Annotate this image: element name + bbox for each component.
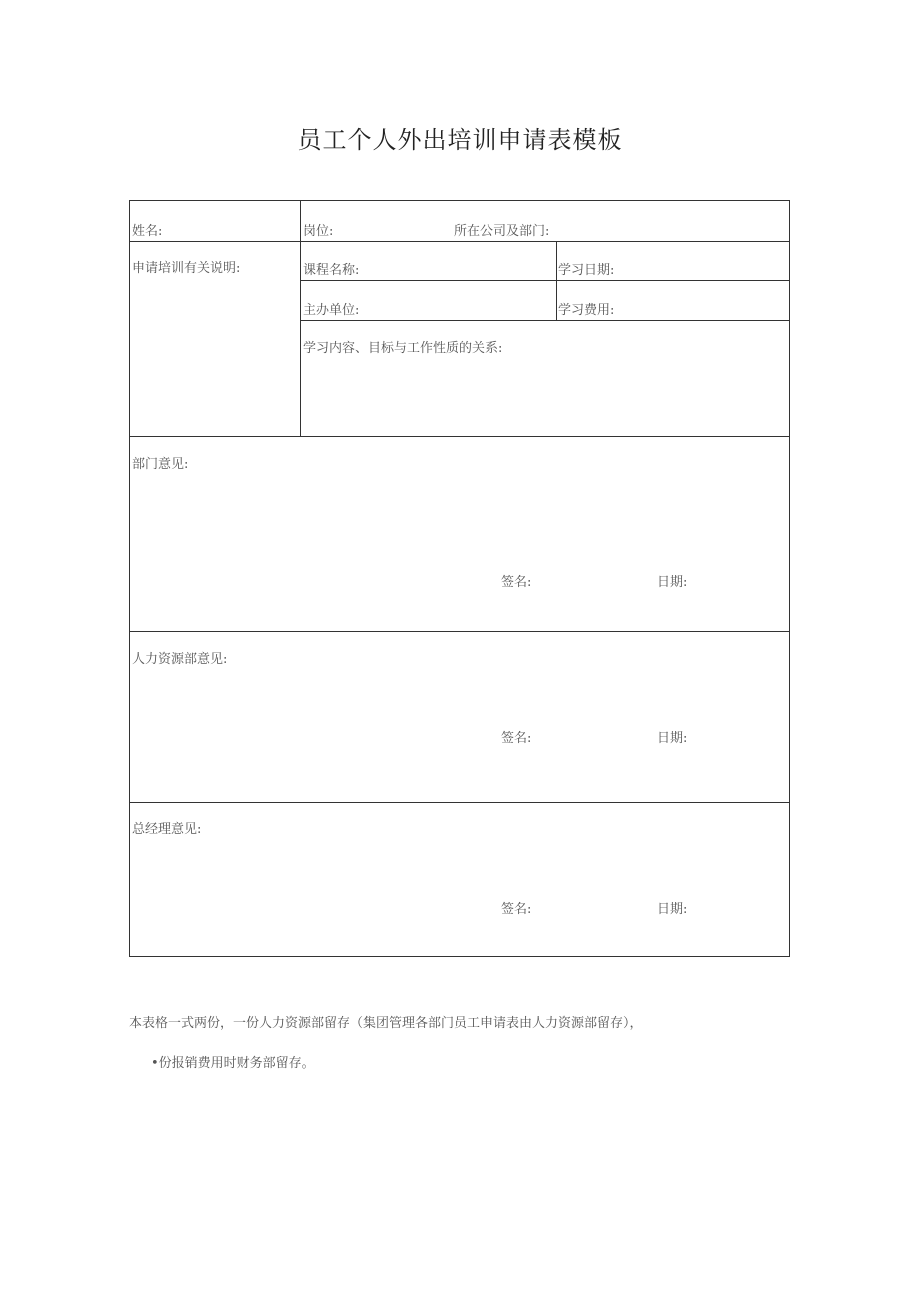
row-divider-gm bbox=[130, 802, 789, 803]
name-label: 姓名: bbox=[132, 224, 163, 239]
row-divider-course bbox=[301, 280, 789, 281]
col-divider-left bbox=[300, 201, 301, 437]
study-fee-label: 学习费用: bbox=[558, 303, 615, 318]
hr-opinion-label: 人力资源部意见: bbox=[132, 652, 228, 667]
course-name-label: 课程名称: bbox=[303, 263, 360, 278]
company-dept-label: 所在公司及部门: bbox=[454, 224, 550, 239]
row-divider-organizer bbox=[301, 320, 789, 321]
position-label: 岗位: bbox=[303, 224, 334, 239]
footer-note-line2: •份报销费用时财务部留存。 bbox=[151, 1056, 315, 1071]
dept-date-label: 日期: bbox=[657, 575, 688, 590]
page-title: 员工个人外出培训申请表模板 bbox=[297, 126, 623, 154]
row-divider-hr bbox=[130, 631, 789, 632]
dept-opinion-label: 部门意见: bbox=[132, 457, 189, 472]
hr-date-label: 日期: bbox=[657, 731, 688, 746]
training-desc-label: 申请培训有关说明: bbox=[132, 261, 241, 276]
gm-date-label: 日期: bbox=[657, 902, 688, 917]
hr-sign-label: 签名: bbox=[501, 731, 532, 746]
gm-opinion-label: 总经理意见: bbox=[132, 822, 202, 837]
dept-sign-label: 签名: bbox=[501, 575, 532, 590]
application-form bbox=[129, 200, 790, 957]
study-date-label: 学习日期: bbox=[558, 263, 615, 278]
footer-note-line1: 本表格一式两份，一份人力资源部留存（集团管理各部门员工申请表由人力资源部留存）， bbox=[129, 1016, 643, 1031]
row-divider-header bbox=[130, 241, 789, 242]
content-label: 学习内容、目标与工作性质的关系: bbox=[303, 341, 503, 356]
row-divider-dept bbox=[130, 436, 789, 437]
organizer-label: 主办单位: bbox=[303, 303, 360, 318]
col-divider-right bbox=[556, 241, 557, 321]
gm-sign-label: 签名: bbox=[501, 902, 532, 917]
